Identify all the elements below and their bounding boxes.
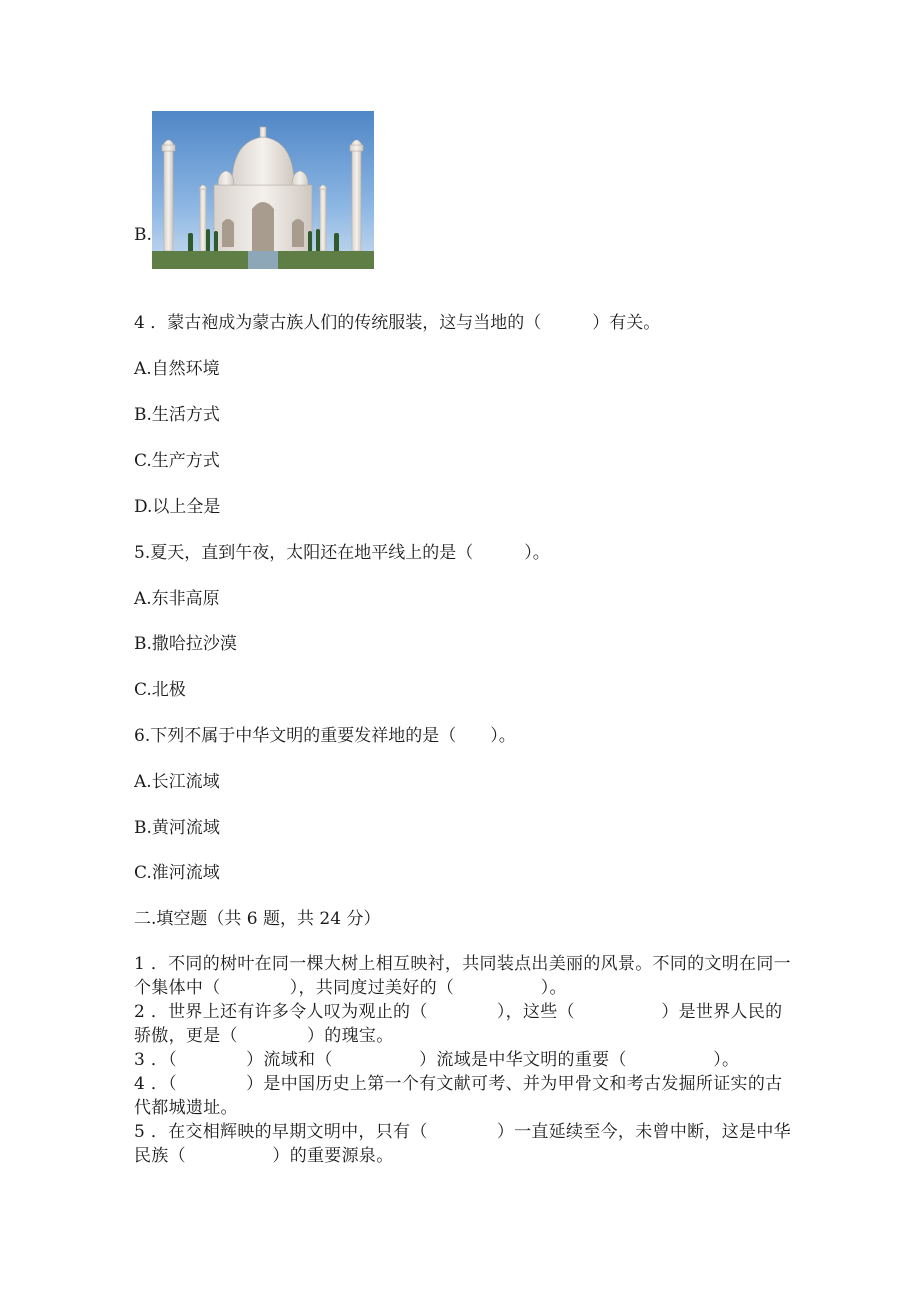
q6-option-b: B.黄河流域 (134, 818, 220, 838)
q6-option-a: A.长江流域 (134, 772, 220, 792)
q4-option-b: B.生活方式 (134, 405, 220, 425)
taj-mahal-image (152, 111, 374, 269)
q5-option-a: A.东非高原 (134, 589, 220, 609)
q5-option-c: C.北极 (134, 680, 186, 700)
q4-option-d: D.以上全是 (134, 497, 221, 517)
taj-mahal-icon (152, 111, 374, 269)
q5-option-b: B.撒哈拉沙漠 (134, 634, 237, 654)
question-5-stem: 5.夏天，直到午夜，太阳还在地平线上的是（ ）。 (134, 543, 550, 563)
section-title: 二.填空题（共 6 题，共 24 分） (134, 909, 381, 929)
fill-blank-3: 3 ．（ ）流域和（ ）流域是中华文明的重要（ ）。 (134, 1050, 740, 1070)
image-option-label: B. (134, 225, 152, 245)
fill-blank-4: 4 ．（ ）是中国历史上第一个有文献可考、并为甲骨文和考古发掘所证实的古代都城遗址。 (134, 1074, 783, 1118)
q4-option-a: A.自然环境 (134, 359, 220, 379)
fill-blank-1: 1 ．不同的树叶在同一棵大树上相互映衬，共同装点出美丽的风景。不同的文明在同一个集体中（ ），共同度过美好的（ ）。 (134, 954, 791, 998)
q6-option-c: C.淮河流域 (134, 863, 220, 883)
fill-blank-5: 5 ．在交相辉映的早期文明中，只有（ ）一直延续至今，未曾中断，这是中华民族（ ）的重要源泉。 (134, 1122, 791, 1166)
q4-option-c: C.生产方式 (134, 451, 220, 471)
question-4-stem: 4 ．蒙古袍成为蒙古族人们的传统服装，这与当地的（ ）有关。 (134, 313, 661, 333)
fill-blank-2: 2 ．世界上还有许多令人叹为观止的（ ），这些（ ）是世界人民的骄傲，更是（ ）的瑰宝。 (134, 1002, 783, 1046)
question-6-stem: 6.下列不属于中华文明的重要发祥地的是（ ）。 (134, 726, 516, 746)
